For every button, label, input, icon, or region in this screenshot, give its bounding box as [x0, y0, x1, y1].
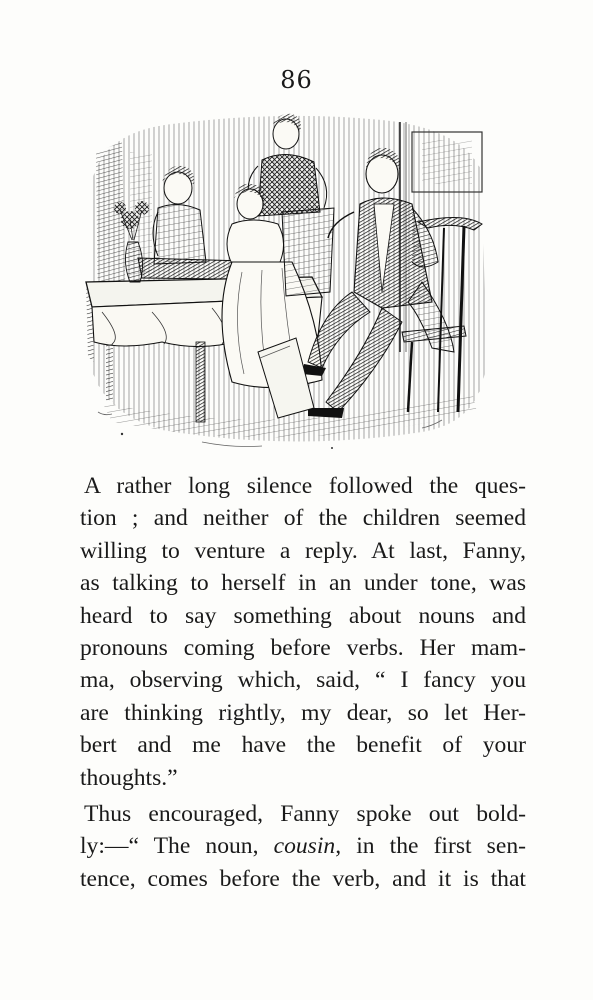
text-line: ma, observing which, said, “ I fancy you — [80, 667, 526, 694]
text-line — [80, 830, 526, 862]
text-line: tion ; and neither of the children seemed — [80, 505, 526, 532]
body-text — [80, 470, 526, 895]
paragraph-1 — [80, 470, 526, 794]
text-line: tence, comes before the verb, and it is that — [80, 865, 526, 892]
text-line: A rather long silence followed the ques- — [84, 473, 526, 499]
text-line: bert and me have the benefit of your — [80, 732, 526, 759]
text-line: are thinking rightly, my dear, so let Her- — [80, 699, 526, 726]
engraving-illustration — [82, 112, 502, 457]
text-fragment: in the first sen- — [341, 833, 526, 860]
text-line: thoughts.” — [80, 764, 178, 791]
engraving-family-scene-icon — [82, 112, 502, 457]
text-line: heard to say something about nouns and — [80, 602, 526, 629]
paragraph-2 — [80, 798, 526, 895]
text-line: as talking to herself in an under tone, was — [80, 570, 526, 597]
italic-word: cousin, — [273, 833, 342, 860]
text-fragment: ly:—“ The noun, — [80, 833, 274, 860]
text-line: willing to venture a reply. At last, Fanny, — [80, 537, 526, 564]
text-line: Thus encouraged, Fanny spoke out bold- — [84, 801, 526, 828]
text-line: pronouns coming before verbs. Her mam- — [80, 635, 526, 662]
page-number: 86 — [280, 66, 313, 94]
